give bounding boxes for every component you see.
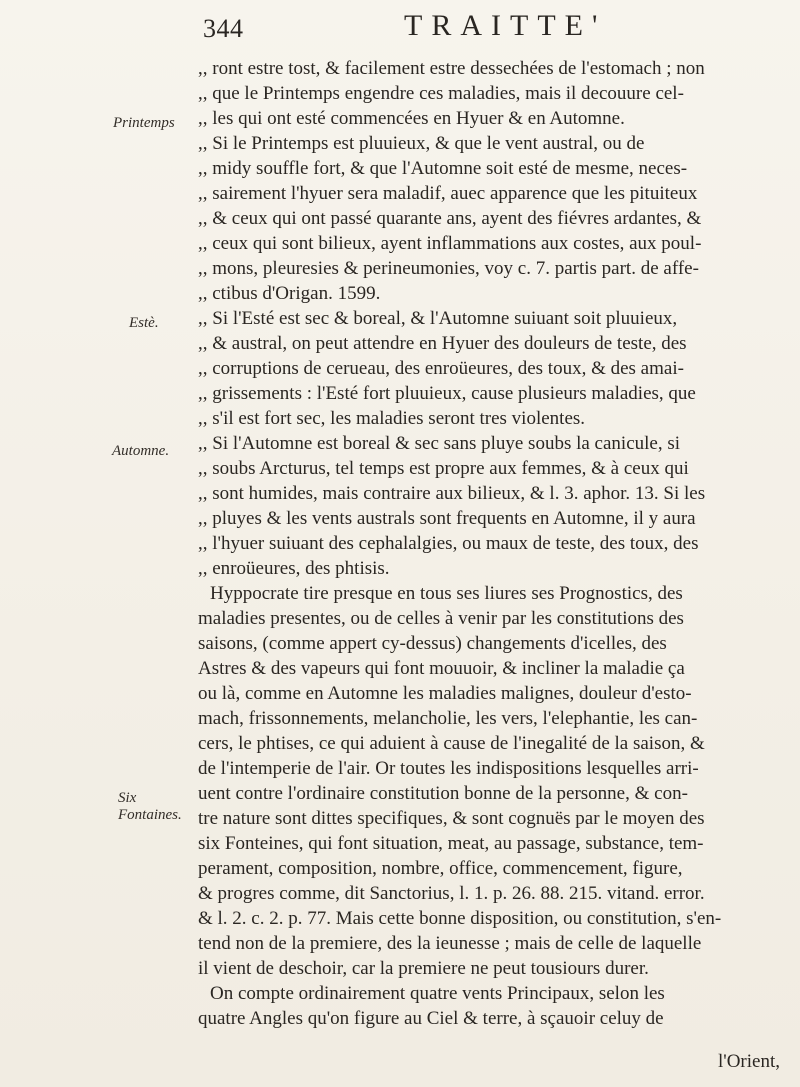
text-line: ,, les qui ont esté commencées en Hyuer & en Automne.: [198, 108, 625, 129]
text-line: ,, enroüeures, des phtisis.: [198, 558, 390, 579]
margin-note-automne: Automne.: [112, 443, 170, 459]
text-line: ,, Si l'Automne est boreal & sec sans pluye soubs la canicule, si: [198, 433, 681, 454]
text-line: & progres comme, dit Sanctorius, l. 1. p. 26. 88. 215. vitand. error.: [198, 883, 705, 904]
text-line: ,, ront estre tost, & facilement estre dessechées de l'estomach ; non: [198, 58, 705, 79]
text-line: ,, corruptions de cerueau, des enroüeures, des toux, & des amai-: [198, 358, 684, 379]
text-line: ,, mons, pleuresies & perineumonies, voy c. 7. partis part. de affe-: [198, 258, 699, 279]
text-line: ,, que le Printemps engendre ces maladies, mais il decouure cel-: [198, 83, 684, 104]
text-line: ,, l'hyuer suiuant des cephalalgies, ou maux de teste, des toux, des: [198, 533, 699, 554]
text-line: ,, midy souffle fort, & que l'Automne soit esté de mesme, neces-: [198, 158, 688, 179]
text-line: ,, pluyes & les vents australs sont frequents en Automne, il y aura: [198, 508, 696, 529]
text-line: maladies presentes, ou de celles à venir par les constitutions des: [198, 608, 684, 629]
text-line: mach, frissonnements, melancholie, les vers, l'elephantie, les can-: [198, 708, 698, 729]
text-line: On compte ordinairement quatre vents Principaux, selon les: [210, 983, 665, 1004]
text-line: uent contre l'ordinaire constitution bonne de la personne, & con-: [198, 783, 688, 804]
text-line: de l'intemperie de l'air. Or toutes les indispositions lesquelles arri-: [198, 758, 699, 779]
text-line: Astres & des vapeurs qui font mouuoir, & incliner la maladie ça: [198, 658, 685, 679]
text-line: ,, ctibus d'Origan. 1599.: [198, 283, 381, 304]
text-line: perament, composition, nombre, office, commencement, figure,: [198, 858, 683, 879]
text-line: ,, Si le Printemps est pluuieux, & que le vent austral, ou de: [198, 133, 645, 154]
text-line: six Fonteines, qui font situation, meat, au passage, substance, tem-: [198, 833, 704, 854]
text-line: quatre Angles qu'on figure au Ciel & terre, à sçauoir celuy de: [198, 1008, 664, 1029]
catchword-line: l'Orient,: [718, 1051, 780, 1072]
margin-note-este: Estè.: [129, 315, 159, 331]
margin-note-printemps: Printemps: [113, 115, 175, 131]
text-line: cers, le phtises, ce qui aduient à cause de l'inegalité de la saison, &: [198, 733, 705, 754]
text-line: ,, grissements : l'Esté fort pluuieux, cause plusieurs maladies, que: [198, 383, 696, 404]
text-line: tend non de la premiere, des la ieunesse ; mais de celle de laquelle: [198, 933, 702, 954]
text-line: ou là, comme en Automne les maladies malignes, douleur d'esto-: [198, 683, 692, 704]
margin-note-six-fontaines: Six Fontaines.: [118, 790, 182, 823]
text-line: ,, & ceux qui ont passé quarante ans, ayent des fiévres ardantes, &: [198, 208, 702, 229]
body-text: [198, 56, 790, 1031]
text-line: & l. 2. c. 2. p. 77. Mais cette bonne disposition, ou constitution, s'en-: [198, 908, 722, 929]
text-line: il vient de deschoir, car la premiere ne peut tousiours durer.: [198, 958, 649, 979]
text-line: tre nature sont dittes specifiques, & sont cognuës par le moyen des: [198, 808, 705, 829]
text-line: ,, sairement l'hyuer sera maladif, auec apparence que les pituiteux: [198, 183, 698, 204]
page-header: [0, 0, 800, 48]
text-line: ,, s'il est fort sec, les maladies seront tres violentes.: [198, 408, 586, 429]
text-line: ,, soubs Arcturus, tel temps est propre aux femmes, & à ceux qui: [198, 458, 689, 479]
running-title: TRAITTE': [404, 9, 607, 42]
text-line: ,, & austral, on peut attendre en Hyuer des douleurs de teste, des: [198, 333, 687, 354]
text-line: ,, Si l'Esté est sec & boreal, & l'Automne suiuant soit pluuieux,: [198, 308, 678, 329]
text-line: ,, ceux qui sont bilieux, ayent inflammations aux costes, aux poul-: [198, 233, 702, 254]
text-line: saisons, (comme appert cy-dessus) changements d'icelles, des: [198, 633, 667, 654]
text-line: ,, sont humides, mais contraire aux bilieux, & l. 3. aphor. 13. Si les: [198, 483, 706, 504]
page-number: 344: [203, 14, 244, 43]
text-line: Hyppocrate tire presque en tous ses liures ses Prognostics, des: [210, 583, 683, 604]
